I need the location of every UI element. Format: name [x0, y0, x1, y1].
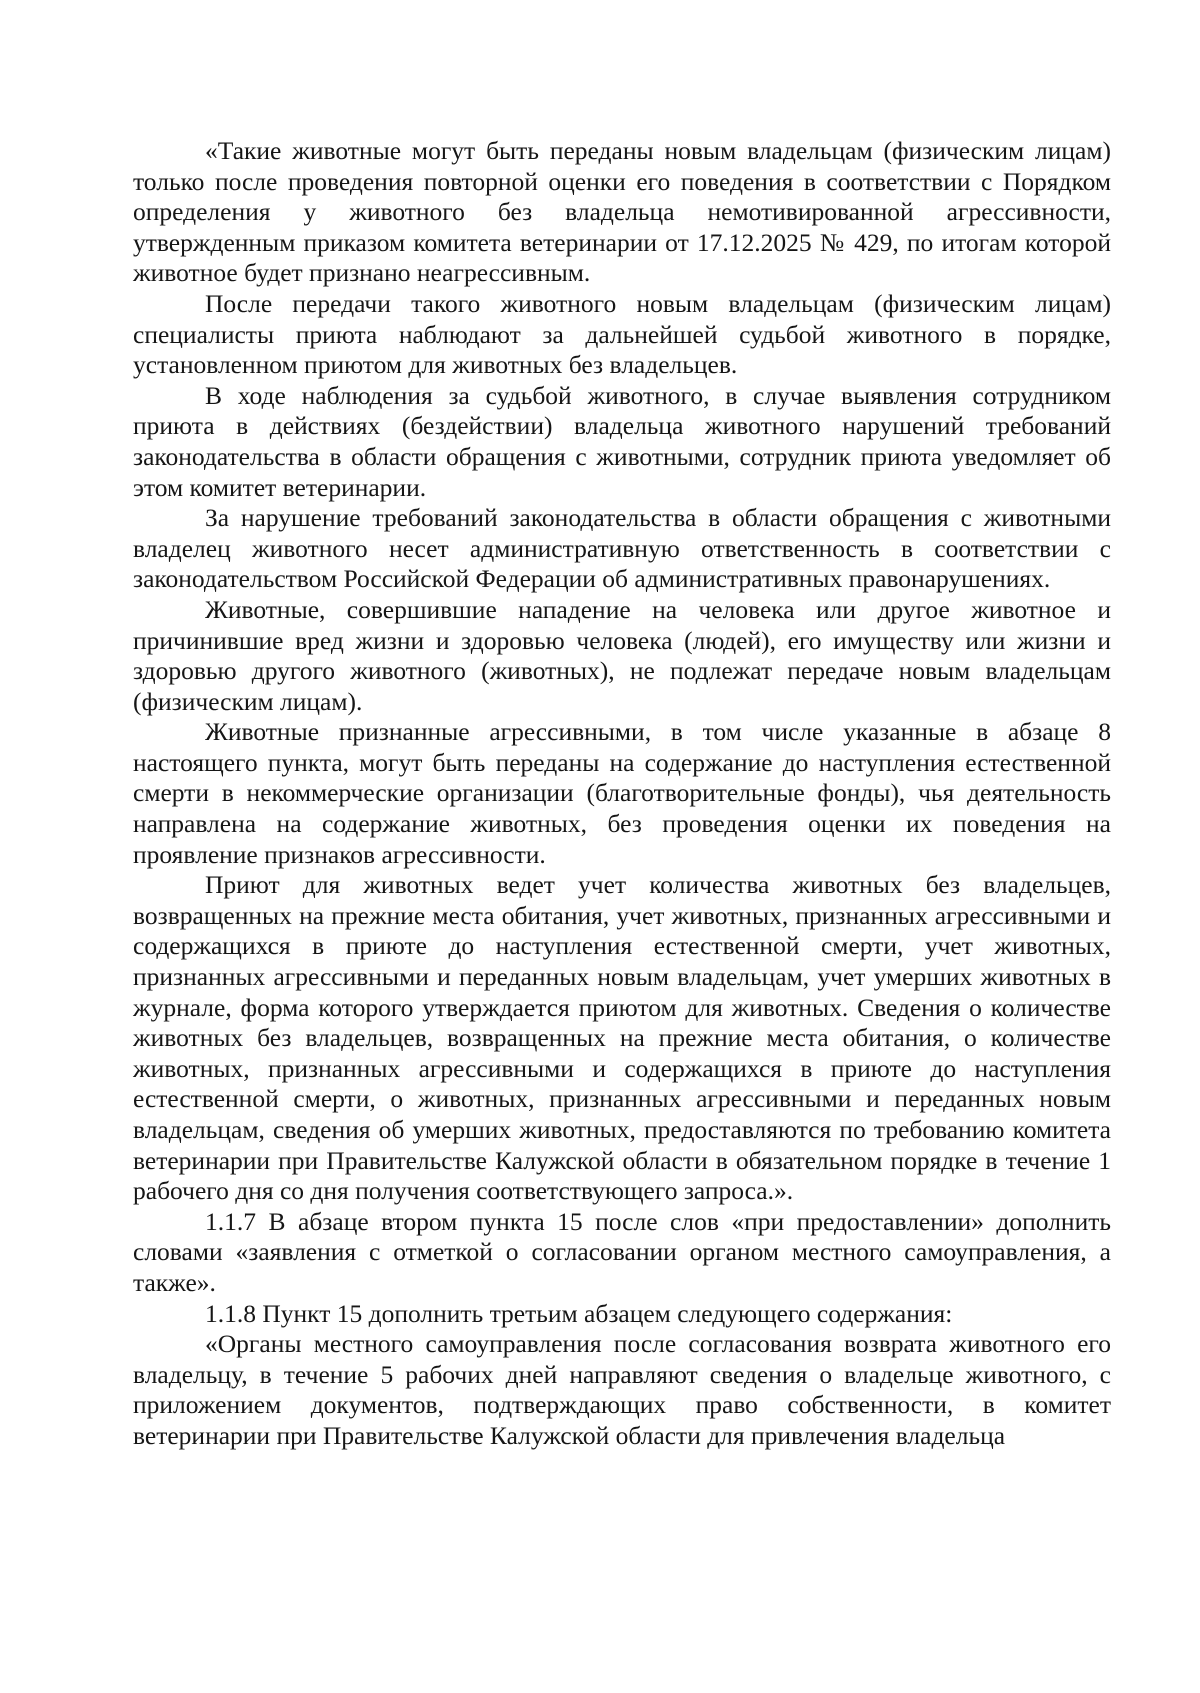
document-body	[133, 136, 1111, 1452]
paragraph-violation-notice: В ходе наблюдения за судьбой животного, в случае выявления сотрудником приюта в действиях (бездействии) владельца животного нарушений требований законодательства в области обращения с животными, сотрудник приюта уведомляет об этом комитет ветеринарии.	[133, 380, 1111, 502]
paragraph-owner-liability: За нарушение требований законодательства в области обращения с животными владелец животного несет административную ответственность в соответствии с законодательством Российской Федерации об административных правонарушениях.	[133, 503, 1111, 594]
paragraph-item-1-1-8: 1.1.8 Пункт 15 дополнить третьим абзацем следующего содержания:	[205, 1298, 953, 1328]
paragraph-transfer-conditions: «Такие животные могут быть переданы новым владельцам (физическим лицам) только после проведения повторной оценки его поведения в соответствии с Порядком определения у животного без владельца немотивированной агрессивности, утвержденным приказом комитета ветеринарии от 17.12.2025 № 429, по итогам которой животное будет признано неагрессивным.	[133, 136, 1111, 288]
paragraph-local-authorities: «Органы местного самоуправления после согласования возврата животного его владельцу, в течение 5 рабочих дней направляют сведения о владельце животного, с приложением документов, подтверждающих право собственности, в комитет ветеринарии при Правительстве Калужской области для привлечения владельца	[133, 1329, 1111, 1450]
paragraph-item-1-1-7: 1.1.7 В абзаце втором пункта 15 после слов «при предоставлении» дополнить словами «заявления с отметкой о согласовании органом местного самоуправления, а также».	[133, 1206, 1111, 1297]
paragraph-attacking-animals: Животные, совершившие нападение на человека или другое животное и причинившие вред жизни и здоровью человека (людей), его имуществу или жизни и здоровью другого животного (животных), не подлежат передаче новым владельцам (физическим лицам).	[133, 594, 1111, 716]
paragraph-shelter-records: Приют для животных ведет учет количества животных без владельцев, возвращенных на прежние места обитания, учет животных, признанных агрессивными и содержащихся в приюте до наступления естественной смерти, учет животных, признанных агрессивными и переданных новым владельцам, учет умерших животных в журнале, форма которого утверждается приютом для животных. Сведения о количестве животных без владельцев, возвращенных на прежние места обитания, о количестве животных, признанных агрессивными и содержащихся в приюте до наступления естественной смерти, о животных, признанных агрессивными и переданных новым владельцам, сведения об умерших животных, предоставляются по требованию комитета ветеринарии при Правительстве Калужской области в обязательном порядке в течение 1 рабочего дня со дня получения соответствующего запроса.».	[133, 870, 1111, 1206]
paragraph-shelter-monitoring: После передачи такого животного новым владельцам (физическим лицам) специалисты приюта наблюдают за дальнейшей судьбой животного в порядке, установленном приютом для животных без владельцев.	[133, 288, 1111, 380]
paragraph-aggressive-animals: Животные признанные агрессивными, в том числе указанные в абзаце 8 настоящего пункта, могут быть переданы на содержание до наступления естественной смерти в некоммерческие организации (благотворительные фонды), чья деятельность направлена на содержание животных, без проведения оценки их поведения на проявление признаков агрессивности.	[133, 717, 1111, 869]
